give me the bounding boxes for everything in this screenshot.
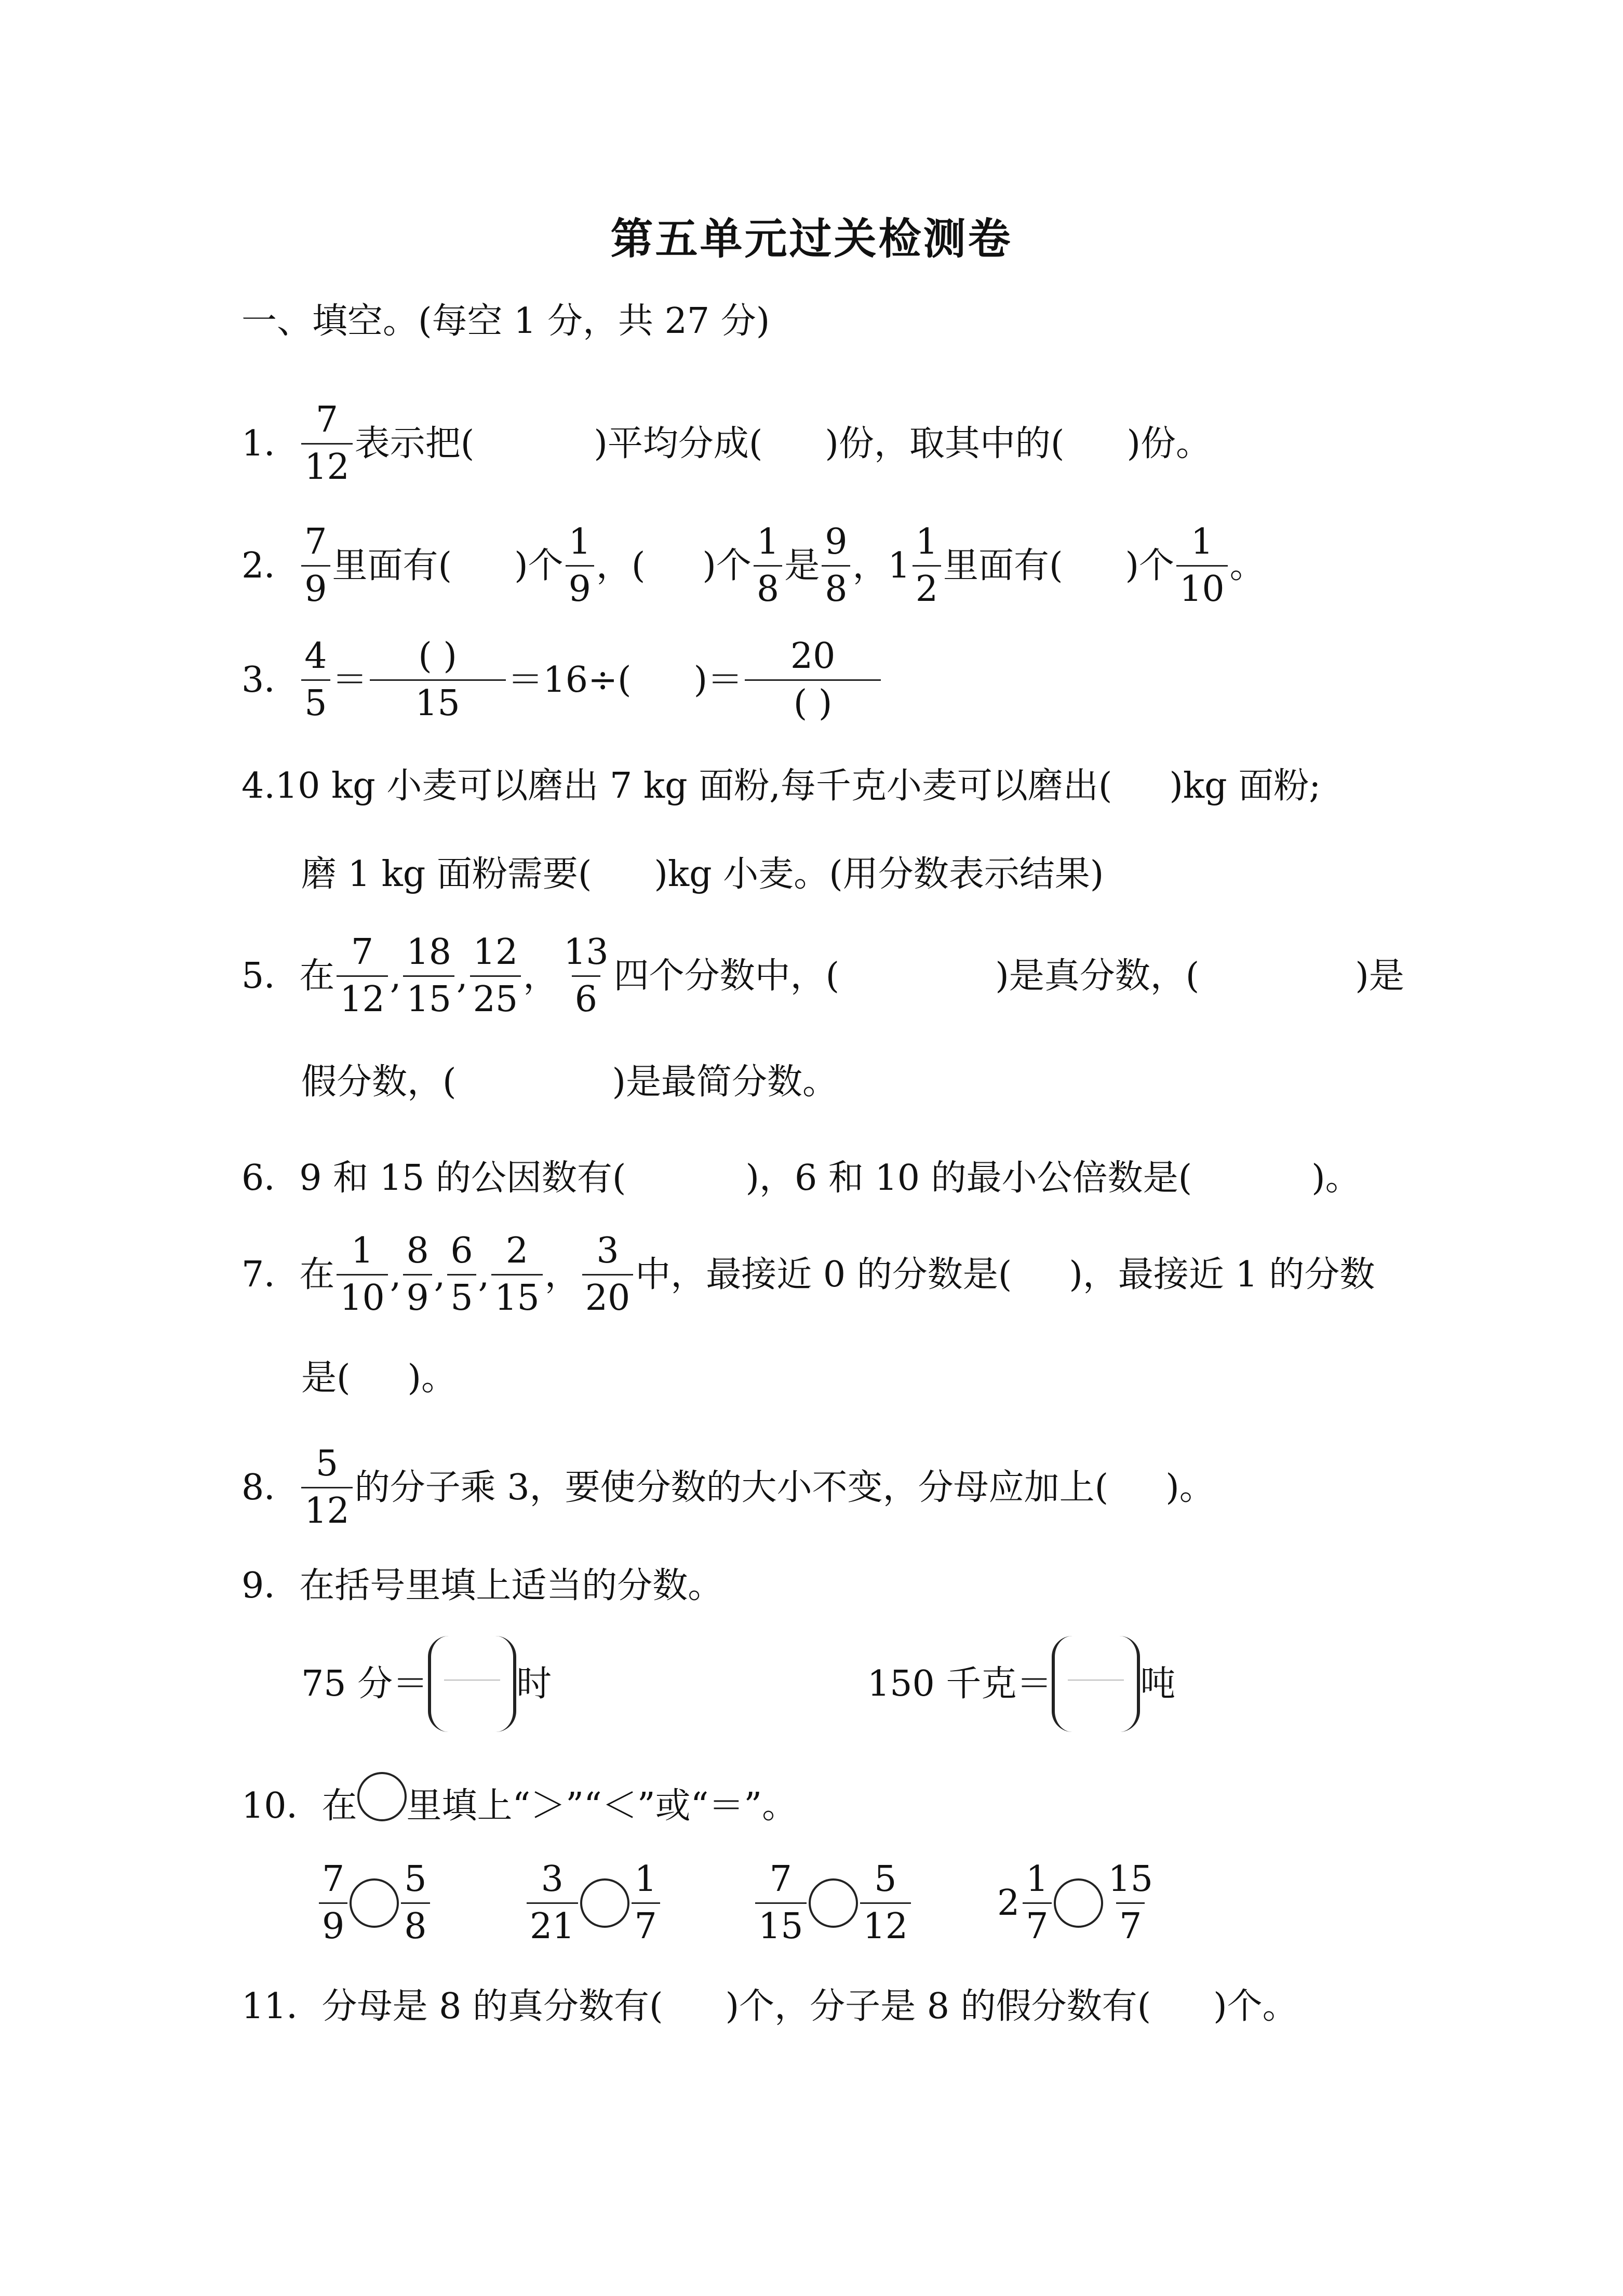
fraction (470, 932, 521, 1020)
question-text: 75 分＝ (301, 1663, 428, 1704)
numerator: 5 (315, 1443, 339, 1484)
question-number: 5． (242, 955, 300, 997)
numerator: 13 (564, 932, 609, 973)
question-text: ，1 (852, 545, 910, 586)
question-text: )，6 和 10 的最小公倍数是( (745, 1158, 1192, 1199)
question-1 (242, 399, 1211, 488)
compare-circle-icon (357, 1772, 407, 1821)
fraction (301, 636, 330, 724)
denominator: 9 (566, 565, 594, 607)
question-number: 3． (242, 659, 300, 701)
numerator: 2 (505, 1230, 529, 1271)
numerator: 5 (874, 1859, 897, 1900)
fraction (319, 1859, 347, 1947)
question-text: 假分数，( (301, 1062, 457, 1103)
numerator: 1 (568, 521, 591, 562)
question-text: )，最接近 1 的分数 (1069, 1254, 1375, 1295)
separator: ， (523, 955, 559, 997)
numerator-blank[interactable]: ( ) (418, 636, 457, 677)
question-text: 中，最接近 0 的分数是( (635, 1254, 1012, 1295)
fraction (527, 1859, 578, 1947)
separator: , (390, 955, 401, 997)
fraction (1023, 1859, 1051, 1947)
question-text: 在 (299, 1254, 335, 1295)
compare-circle[interactable] (580, 1878, 629, 1928)
separator: ， (544, 1254, 580, 1295)
numerator: 9 (825, 521, 848, 562)
fraction (301, 521, 330, 610)
numerator: 3 (596, 1230, 619, 1271)
question-11 (242, 1986, 1298, 2027)
numerator: 7 (322, 1859, 345, 1900)
fraction (755, 1859, 807, 1947)
denominator: 7 (1116, 1902, 1145, 1944)
compare-item-3 (753, 1859, 913, 1947)
numerator: 4 (304, 636, 327, 677)
numerator: 1 (634, 1859, 657, 1900)
denominator: 10 (337, 1274, 388, 1316)
numerator: 7 (304, 521, 327, 562)
numerator: 15 (1108, 1859, 1153, 1900)
numerator: 7 (315, 399, 339, 440)
compare-circle[interactable] (1054, 1878, 1103, 1928)
question-text: 4.10 kg 小麦可以磨出 7 kg 面粉,每千克小麦可以磨出( (242, 766, 1112, 807)
question-text: 是 (784, 545, 820, 586)
fraction-answer-box[interactable] (428, 1636, 516, 1732)
denominator: 25 (470, 975, 521, 1017)
denominator: 12 (301, 443, 353, 485)
fraction (745, 636, 881, 724)
denominator: 20 (582, 1274, 634, 1316)
denominator: 6 (572, 975, 600, 1017)
question-text: 10．在 (242, 1785, 357, 1827)
question-text: 是( (301, 1358, 351, 1399)
denominator: 12 (860, 1902, 911, 1944)
question-text: )。 (1165, 1467, 1215, 1508)
question-text: )平均分成( (594, 423, 763, 464)
denominator: 8 (754, 565, 782, 607)
denominator: 9 (301, 565, 330, 607)
numerator: 8 (406, 1230, 429, 1271)
question-9-item-a (301, 1636, 552, 1732)
question-number: 2． (242, 545, 300, 586)
fraction (401, 1859, 430, 1947)
question-text: 里面有( (943, 545, 1063, 586)
question-number: 7． (242, 1254, 300, 1295)
question-text: )个 (1125, 545, 1175, 586)
numerator: 20 (790, 636, 836, 677)
denominator: 15 (755, 1902, 807, 1944)
equals-sign: ＝ (332, 659, 368, 701)
question-text: 表示把( (354, 423, 475, 464)
question-text: )份。 (1126, 423, 1211, 464)
fraction (913, 521, 941, 610)
question-text: 磨 1 kg 面粉需要( (301, 854, 592, 895)
separator: , (434, 1254, 446, 1295)
fraction (860, 1859, 911, 1947)
question-text: )是真分数，( (995, 955, 1200, 997)
question-text: 11．分母是 8 的真分数有( (242, 1986, 663, 2027)
question-text: 6．9 和 15 的公因数有( (242, 1158, 626, 1199)
question-4-line-1 (242, 766, 1321, 807)
question-text: ＝16÷( (507, 659, 632, 701)
compare-circle[interactable] (809, 1878, 858, 1928)
question-4-line-2 (301, 854, 1104, 895)
denominator: 5 (301, 679, 330, 721)
section-heading (242, 301, 770, 342)
whole-number: 2 (997, 1882, 1020, 1924)
question-text: 在 (299, 955, 335, 997)
fraction (754, 521, 782, 610)
question-text: )是最简分数。 (612, 1062, 838, 1103)
separator: , (390, 1254, 401, 1295)
denominator: 8 (401, 1902, 430, 1944)
separator: , (478, 1254, 490, 1295)
question-text: 里填上“＞”“＜”或“＝”。 (406, 1785, 798, 1827)
question-text: )＝ (693, 659, 743, 701)
numerator: 7 (351, 932, 374, 973)
denominator-blank[interactable]: ( ) (745, 679, 881, 721)
question-text: 150 千克＝ (867, 1663, 1052, 1704)
denominator: 5 (447, 1274, 476, 1316)
fraction-answer-box[interactable] (1052, 1636, 1140, 1732)
denominator: 9 (403, 1274, 432, 1316)
numerator: 1 (1190, 521, 1213, 562)
fraction (403, 1230, 432, 1319)
question-7-line-1 (242, 1230, 1375, 1319)
denominator: 9 (319, 1902, 347, 1944)
separator: , (456, 955, 468, 997)
question-9-item-b (867, 1636, 1175, 1732)
denominator: 21 (527, 1902, 578, 1944)
denominator: 12 (337, 975, 388, 1017)
question-10 (242, 1781, 797, 1831)
fraction (337, 1230, 388, 1319)
question-5-line-2 (301, 1062, 838, 1103)
question-6 (242, 1158, 1361, 1199)
question-8 (242, 1443, 1215, 1532)
unit-text: 时 (516, 1663, 552, 1704)
numerator: 6 (450, 1230, 473, 1271)
compare-item-1 (317, 1859, 432, 1947)
numerator: 18 (406, 932, 451, 973)
question-text: 里面有( (332, 545, 452, 586)
question-text: )kg 面粉; (1169, 766, 1321, 807)
numerator: 1 (351, 1230, 374, 1271)
question-3 (242, 636, 883, 724)
question-text: )个。 (1213, 1986, 1298, 2027)
fraction (632, 1859, 660, 1947)
question-text: 9．在括号里填上适当的分数。 (242, 1565, 723, 1606)
denominator: 8 (822, 565, 850, 607)
question-text: 四个分数中，( (613, 955, 840, 997)
question-text: ，( (596, 545, 646, 586)
denominator: 10 (1176, 565, 1228, 607)
denominator: 7 (1023, 1902, 1051, 1944)
fraction (301, 1443, 353, 1532)
denominator: 2 (913, 565, 941, 607)
compare-circle[interactable] (350, 1878, 399, 1928)
fraction (560, 932, 612, 1020)
compare-item-4 (997, 1859, 1158, 1947)
question-text: )个 (514, 545, 564, 586)
denominator: 7 (632, 1902, 660, 1944)
numerator: 3 (541, 1859, 564, 1900)
denominator: 15 (491, 1274, 543, 1316)
question-text: )是 (1355, 955, 1404, 997)
question-number: 1． (242, 423, 300, 464)
question-2 (242, 521, 1265, 610)
question-text: )。 (1311, 1158, 1361, 1199)
question-9 (242, 1565, 723, 1606)
question-number: 8． (242, 1467, 300, 1508)
fraction (370, 636, 506, 724)
fraction (337, 932, 388, 1020)
fraction (491, 1230, 543, 1319)
denominator: 15 (370, 679, 506, 721)
numerator: 1 (915, 521, 938, 562)
numerator: 1 (756, 521, 780, 562)
question-text: 。 (1229, 545, 1265, 586)
fraction (403, 932, 454, 1020)
denominator: 15 (403, 975, 454, 1017)
section-heading-text: 一、填空。(每空 1 分，共 27 分) (242, 301, 770, 342)
question-text: )个 (702, 545, 752, 586)
fraction (1176, 521, 1228, 610)
numerator: 5 (404, 1859, 427, 1900)
denominator: 12 (301, 1487, 353, 1529)
unit-text: 吨 (1140, 1663, 1176, 1704)
question-text: )份，取其中的( (825, 423, 1065, 464)
fraction (582, 1230, 634, 1319)
page-title: 第五单元过关检测卷 (610, 214, 1013, 264)
fraction (447, 1230, 476, 1319)
fraction (566, 521, 594, 610)
numerator: 1 (1026, 1859, 1049, 1900)
question-text: )个，分子是 8 的假分数有( (725, 1986, 1151, 2027)
question-7-line-2 (301, 1358, 457, 1399)
compare-item-2 (525, 1859, 662, 1947)
numerator: 12 (473, 932, 518, 973)
fraction (1105, 1859, 1157, 1947)
question-5-line-1 (242, 932, 1404, 1020)
question-text: )。 (407, 1358, 457, 1399)
question-text: )kg 小麦。(用分数表示结果) (654, 854, 1104, 895)
numerator: 7 (769, 1859, 792, 1900)
fraction (822, 521, 850, 610)
question-text: 的分子乘 3，要使分数的大小不变，分母应加上( (354, 1467, 1109, 1508)
fraction (301, 399, 353, 488)
